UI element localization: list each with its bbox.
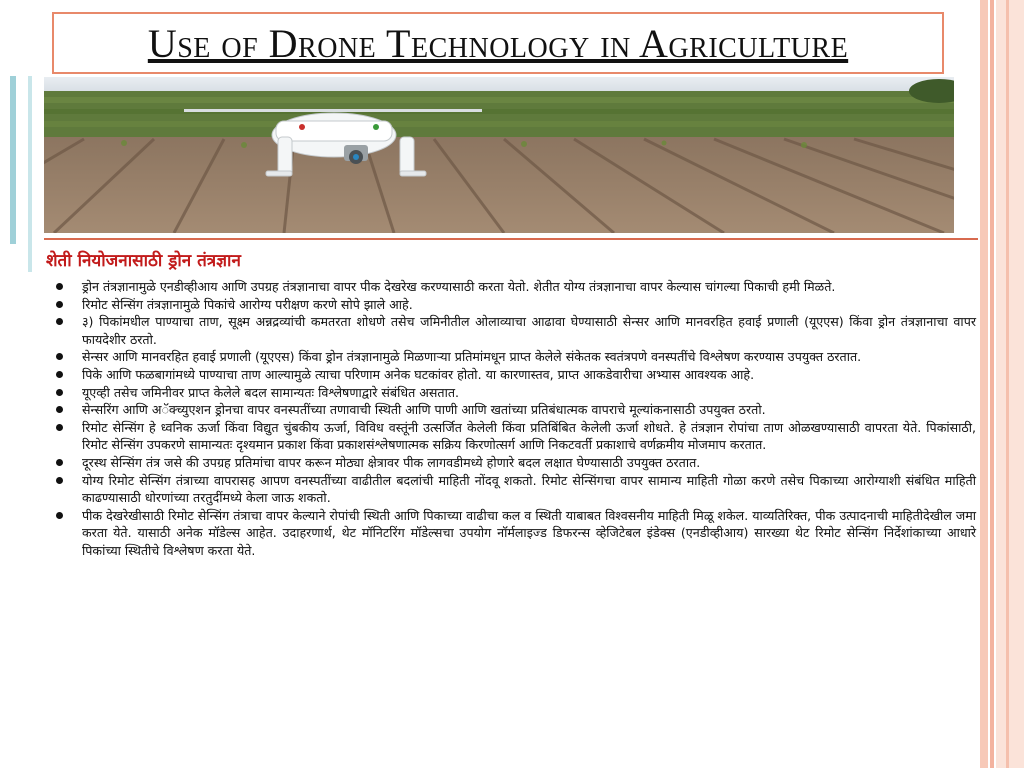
list-item xyxy=(44,366,978,384)
bullet-icon xyxy=(56,477,63,484)
list-item xyxy=(44,296,978,314)
list-item xyxy=(44,313,978,348)
list-item-text: यूएव्ही तसेच जमिनीवर प्राप्त केलेले बदल सामान्यतः विश्लेषणाद्वारे संबंधित असतात. xyxy=(82,384,460,400)
list-item-text: पिके आणि फळबागांमध्ये पाण्याचा ताण आल्यामुळे त्याचा परिणाम अनेक घटकांवर होतो. या कारणास्तव, प्राप्त आकडेवारीचा अभ्यास आवश्यक आहे. xyxy=(82,366,755,382)
list-item xyxy=(44,401,978,419)
section-heading: शेती नियोजनासाठी ड्रोन तंत्रज्ञान xyxy=(46,251,241,271)
list-item xyxy=(44,384,978,402)
list-item-text: सेन्सरिंग आणि अॅक्च्युएशन ड्रोनचा वापर वनस्पतींच्या तणावाची स्थिती आणि पाणी आणि खतांच्या प्रतिबंधात्मक वापराचे मूल्यांकनासाठी उपयुक्त ठरतो. xyxy=(82,402,766,418)
list-item-text: रिमोट सेन्सिंग हे ध्वनिक ऊर्जा किंवा विद्युत चुंबकीय ऊर्जा, विविध वस्तूंनी उत्सर्जित केलेली किंवा प्रतिबिंबित केलेली ऊर्जा शोधते. हे तंत्रज्ञान रोपांचा ताण ओळखण्यासाठी वापरता येते. पिकांसाठी, रिमोट सेन्सिंग उपकरणे सामान्यतः दृश्यमान प्रकाश किंवा प्रकाशसंश्लेषणात्मक सक्रिय किरणोत्सर्ग आणि निकटवर्ती प्रकाशाचे वर्णक्रमीय मोजमाप करतात. xyxy=(82,419,976,453)
bullet-icon xyxy=(56,389,63,396)
bullet-icon xyxy=(56,406,63,413)
list-item xyxy=(44,419,978,454)
list-item xyxy=(44,472,978,507)
list-item-text: दूरस्थ सेन्सिंग तंत्र जसे की उपग्रह प्रतिमांचा वापर करून मोठ्या क्षेत्रावर पीक लागवडीमध्ये होणारे बदल लक्षात घेण्यासाठी उपयुक्त ठरतात. xyxy=(82,454,701,470)
list-item-text: योग्य रिमोट सेन्सिंग तंत्राच्या वापरासह आपण वनस्पतींच्या वाढीतील बदलांची माहिती नोंदवू शकतो. रिमोट सेन्सिंगचा वापर सामान्य माहिती गोळा करणे तसेच पिकाच्या आरोग्याशी संबंधित माहिती काढण्यासाठी धोरणांच्या तरतुदींमध्ये केला जाऊ शकतो. xyxy=(82,472,976,506)
list-item-text: रिमोट सेन्सिंग तंत्रज्ञानामुळे पिकांचे आरोग्य परीक्षण करणे सोपे झाले आहे. xyxy=(82,296,413,312)
left-accent-bar xyxy=(28,76,32,272)
list-item xyxy=(44,278,978,296)
bullet-icon xyxy=(56,371,63,378)
drone-over-field-icon xyxy=(44,77,954,233)
decor-stripe xyxy=(980,0,988,768)
bullet-icon xyxy=(56,512,63,519)
bullet-icon xyxy=(56,283,63,290)
list-item-text: पीक देखरेखीसाठी रिमोट सेन्सिंग तंत्राचा वापर केल्याने रोपांची स्थिती आणि पिकाच्या वाढीचा कल व स्थिती याबाबत विश्वसनीय माहिती मिळू शकेल. याव्यतिरिक्त, पीक उत्पादनाची माहितीदेखील जमा करता येते. यासाठी अनेक मॉडेल्स आहेत. उदाहरणार्थ, थेट मॉनिटरिंग मॉडेल्सचा उपयोग नॉर्मलाइज्ड डिफरन्स व्हेजिटेबल इंडेक्स (एनडीव्हीआय) सारख्या थेट रिमोट सेन्सिंग निर्देशांकाच्या आधारे पिकांच्या स्थितीचे विश्लेषण करता येते. xyxy=(82,507,976,558)
list-item-text: सेन्सर आणि मानवरहित हवाई प्रणाली (यूएएस) किंवा ड्रोन तंत्रज्ञानामुळे मिळणाऱ्या प्रतिमांमधून प्राप्त केलेले संकेतक स्वतंत्रपणे वनस्पतींचे विश्लेषण करण्यास उपयुक्त ठरतात. xyxy=(82,349,862,365)
drone-field-photo xyxy=(44,77,954,233)
left-accent-bar xyxy=(10,76,16,244)
decor-stripe xyxy=(990,0,994,768)
bullet-icon xyxy=(56,424,63,431)
bullet-icon xyxy=(56,459,63,466)
title-box xyxy=(52,12,944,74)
decor-stripe xyxy=(996,0,1024,768)
list-item-text: ड्रोन तंत्रज्ञानामुळे एनडीव्हीआय आणि उपग्रह तंत्रज्ञानाचा वापर पीक देखरेख करण्यासाठी करता येतो. शेतीत योग्य तंत्रज्ञानाचा वापर केल्यास चांगल्या पिकाची हमी मिळते. xyxy=(82,279,836,294)
bullet-icon xyxy=(56,353,63,360)
bullet-icon xyxy=(56,318,63,325)
list-item xyxy=(44,507,978,560)
bullet-list xyxy=(44,278,978,560)
decor-stripe xyxy=(1006,0,1009,768)
bullet-icon xyxy=(56,301,63,308)
page-title: Use of Drone Technology in Agriculture xyxy=(147,20,849,66)
content-panel xyxy=(44,238,978,760)
list-item xyxy=(44,454,978,472)
list-item xyxy=(44,348,978,366)
list-item-text: ३) पिकांमधील पाण्याचा ताण, सूक्ष्म अन्नद्रव्यांची कमतरता शोधणे तसेच जमिनीतील ओलाव्याचा आढावा घेण्यासाठी सेन्सर आणि मानवरहित हवाई प्रणाली (यूएएस) किंवा ड्रोन तंत्रज्ञानाचा वापर फायदेशीर ठरतो. xyxy=(82,314,976,347)
